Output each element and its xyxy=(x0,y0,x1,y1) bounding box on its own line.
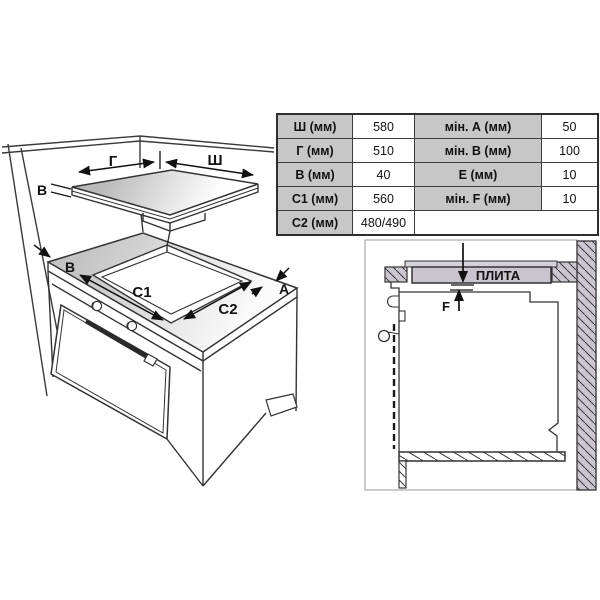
cutout-depth-label: С2 xyxy=(218,301,238,318)
dim-label-cell: С2 (мм) xyxy=(277,211,353,236)
hob-glass-surface xyxy=(72,170,258,215)
depth-label: Г xyxy=(108,153,118,170)
table-row xyxy=(277,187,598,211)
dim-label-cell: В (мм) xyxy=(277,163,353,187)
table-row xyxy=(277,211,598,236)
dim-label-cell: мін. В (мм) xyxy=(415,139,542,163)
corner-a-arrow xyxy=(276,268,289,281)
table-row xyxy=(277,114,598,139)
hob-label: ПЛИТА xyxy=(475,268,521,283)
cabinet-base xyxy=(399,452,565,488)
dim-label-cell: мін. А (мм) xyxy=(415,114,542,139)
corner-a-label: A xyxy=(278,281,290,297)
dim-label-cell: Е (мм) xyxy=(415,163,542,187)
dim-value-cell: 10 xyxy=(542,187,599,211)
hob-side-view xyxy=(405,261,557,283)
gap-f-label: F xyxy=(442,299,450,314)
cutout-width-label: С1 xyxy=(132,284,152,301)
hob-3d xyxy=(72,170,258,246)
oven-door xyxy=(51,305,170,439)
dim-value-cell: 50 xyxy=(542,114,599,139)
height-label: В xyxy=(36,182,48,198)
oven-knob xyxy=(92,301,101,310)
dim-value-cell: 580 xyxy=(353,114,415,139)
table-row xyxy=(277,139,598,163)
width-label: Ш xyxy=(207,152,223,169)
cabinet-foot xyxy=(266,394,297,416)
door-knob-side xyxy=(379,331,390,342)
dim-value-cell: 40 xyxy=(353,163,415,187)
dimensions-table xyxy=(276,113,599,236)
dim-empty-cell xyxy=(415,211,599,236)
wall-section xyxy=(577,241,596,490)
oven-cabinet-profile xyxy=(379,282,559,452)
dim-value-cell: 560 xyxy=(353,187,415,211)
latch-notch xyxy=(399,311,405,321)
dim-label-cell: мін. F (мм) xyxy=(415,187,542,211)
hinge-bump xyxy=(388,296,400,307)
dim-value-cell: 100 xyxy=(542,139,599,163)
oven-knob xyxy=(127,321,136,330)
table-row xyxy=(277,163,598,187)
dim-label-cell: С1 (мм) xyxy=(277,187,353,211)
cabinet-countertop xyxy=(48,233,297,486)
dim-value-cell: 480/490 xyxy=(353,211,415,236)
dim-value-cell: 10 xyxy=(542,163,599,187)
dim-label-cell: Ш (мм) xyxy=(277,114,353,139)
dim-value-cell: 510 xyxy=(353,139,415,163)
dim-label-cell: Г (мм) xyxy=(277,139,353,163)
side-section-diagram xyxy=(360,235,600,500)
corner-b-label: B xyxy=(64,259,76,275)
